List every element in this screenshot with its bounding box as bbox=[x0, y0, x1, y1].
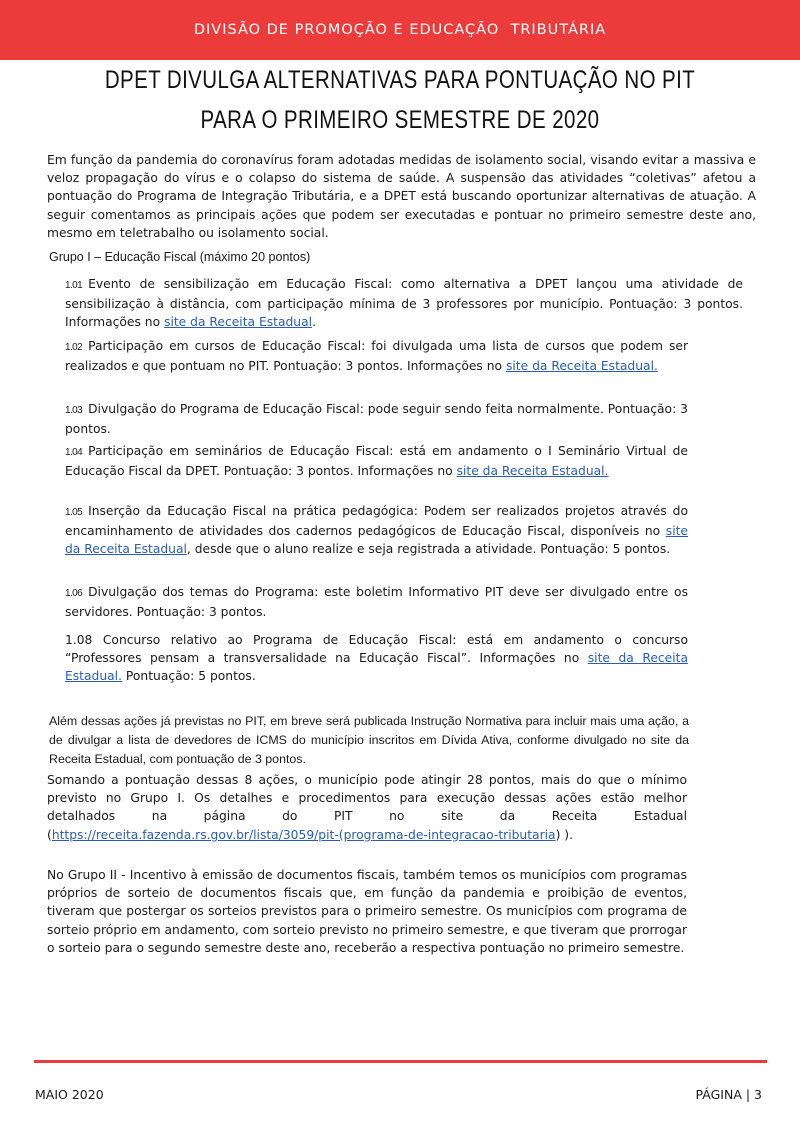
item-text: Participação em seminários de Educação Fiscal: está em andamento o I Seminário Virtual de Educação Fiscal da DPET. Pontuação: 3 pontos. Informações no bbox=[65, 444, 688, 479]
item-text: Divulgação do Programa de Educação Fiscal: pode seguir sendo feita normalmente. Pontuação: 3 pontos. bbox=[65, 402, 688, 437]
receita-link[interactable]: site da Receita Estadual. bbox=[65, 651, 689, 684]
item-number: 1.05 bbox=[65, 507, 83, 518]
list-item-1-06 bbox=[65, 583, 688, 621]
receita-link[interactable]: site da Receita Estadual bbox=[164, 315, 313, 330]
item-number: 1.01 bbox=[65, 280, 83, 291]
header-bar bbox=[0, 0, 800, 60]
division-title: DIVISÃO DE PROMOÇÃO E EDUCAÇÃO TRIBUTÁRIA bbox=[193, 22, 607, 38]
intro-paragraph: Em função da pandemia do coronavírus foram adotadas medidas de isolamento social, visando evitar a massiva e veloz propagação do vírus e o colapso do sistema de saúde. A suspensão das atividades “coletivas” afetou a pontuação do Programa de Integração Tributária, e a DPET está buscando oportunizar alternativas de atuação. A seguir comentamos as principais ações que podem ser executadas e pontuar no primeiro semestre deste ano, mesmo em teletrabalho ou isolamento social. bbox=[47, 153, 756, 240]
item-number: 1.02 bbox=[65, 342, 83, 353]
summary-text-after: ) ). bbox=[555, 827, 573, 842]
item-number: 1.04 bbox=[65, 447, 83, 458]
summary-paragraph bbox=[47, 771, 687, 844]
list-item-1-02 bbox=[65, 337, 688, 375]
pit-page-link[interactable]: https://receita.fazenda.rs.gov.br/lista/3059/pit-(programa-de-integracao-tributaria bbox=[51, 827, 556, 842]
summary-text: Somando a pontuação dessas 8 ações, o município pode atingir 28 pontos, mais do que o mínimo previsto no Grupo I. Os detalhes e procedimentos para execução dessas ações estão melhor detalhados na página do PIT no site da Receita Estadual ( bbox=[47, 773, 687, 842]
item-text: Concurso relativo ao Programa de Educação Fiscal: está em andamento o concurso “Professores pensam a transversalidade na Educação Fiscal”. Informações no bbox=[65, 633, 688, 666]
extra-action-paragraph: Além dessas ações já previstas no PIT, em breve será publicada Instrução Normativa para incluir mais uma ação, a de divulgar a lista de devedores de ICMS do município inscritos em Dívida Ativa, conforme divulgado no site da Receita Estadual, com pontuação de 3 pontos. bbox=[49, 714, 689, 766]
item-text-after: . bbox=[312, 315, 316, 330]
item-number: 1.03 bbox=[65, 405, 83, 416]
receita-link[interactable]: site da Receita Estadual. bbox=[456, 464, 609, 479]
group2-paragraph: No Grupo II - Incentivo à emissão de documentos fiscais, também temos os municípios com programas próprios de sorteio de documentos fiscais que, em função da pandemia e proibição de eventos, tiveram que postergar os sorteios previstos para o primeiro semestre. Os municípios com programa de sorteio próprio em andamento, com sorteio previsto no primeiro semestre, e que tiveram que prorrogar o sorteio para o segundo semestre deste ano, receberão a respectiva pontuação no primeiro semestre. bbox=[47, 868, 688, 955]
item-text: Evento de sensibilização em Educação Fiscal: como alternativa a DPET lançou uma atividade de sensibilização à distância, com participação mínima de 3 professores por município. Pontuação: 3 pontos. Informações no bbox=[65, 277, 743, 330]
list-item-1-01 bbox=[65, 275, 743, 332]
list-item-1-08 bbox=[65, 631, 688, 686]
list-item-1-05 bbox=[65, 502, 688, 559]
footer-page-number: PÁGINA | 3 bbox=[695, 1087, 762, 1102]
list-item-1-03 bbox=[65, 400, 688, 438]
item-text: Divulgação dos temas do Programa: este boletim Informativo PIT deve ser divulgado entre os servidores. Pontuação: 3 pontos. bbox=[65, 585, 688, 620]
item-text: Participação em cursos de Educação Fiscal: foi divulgada uma lista de cursos que podem ser realizados e que pontuam no PIT. Pontuação: 3 pontos. Informações no bbox=[65, 339, 688, 374]
item-text-after: , desde que o aluno realize e seja registrada a atividade. Pontuação: 5 pontos. bbox=[186, 542, 671, 557]
list-item-1-04 bbox=[65, 442, 688, 480]
footer-divider bbox=[34, 1060, 767, 1063]
item-text-after: Pontuação: 5 pontos. bbox=[122, 669, 256, 684]
item-number: 1.06 bbox=[65, 588, 83, 599]
receita-link[interactable]: site da Receita Estadual bbox=[65, 524, 688, 557]
page-title-line2: PARA O PRIMEIRO SEMESTRE DE 2020 bbox=[200, 106, 600, 134]
receita-link[interactable]: site da Receita Estadual. bbox=[505, 359, 658, 374]
footer-date: MAIO 2020 bbox=[35, 1087, 104, 1102]
item-text: Inserção da Educação Fiscal na prática pedagógica: Podem ser realizados projetos através do encaminhamento de atividades dos cadernos pedagógicos de Educação Fiscal, disponíveis no bbox=[65, 504, 688, 539]
page-title-line1: DPET DIVULGA ALTERNATIVAS PARA PONTUAÇÃO NO PIT bbox=[104, 66, 696, 94]
item-number: 1.08 bbox=[65, 633, 93, 647]
group1-title: Grupo I – Educação Fiscal (máximo 20 pontos) bbox=[49, 250, 311, 264]
